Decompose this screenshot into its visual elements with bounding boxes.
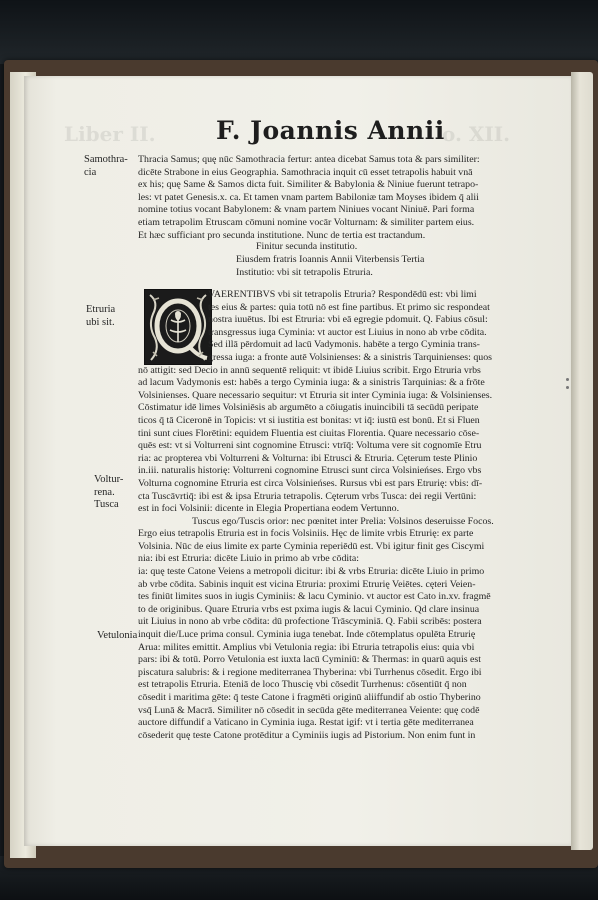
paragraph-tertia-institutio: [138, 289, 540, 742]
text-line: nostra iuuētus. Ibi est Etruria: vbi eā egregie pdomuit. Q. Fabius cōsul:: [208, 314, 488, 326]
margin-note-vetulonia: [97, 630, 137, 643]
text-line: nomine totius vocant Babylonem: & vnam partem Niniues vocant Niniuē. Pari forma: [138, 204, 475, 216]
show-through-text-right: o. XII.: [442, 122, 511, 146]
margin-note-line: Voltur-: [94, 474, 124, 485]
text-line: vsq̄ Lunā & Macrā. Similiter nō cōsedit in secūda gēte mediterranea Veiente: quę codē: [138, 704, 480, 716]
text-line: gressa iuga: a fronte autē Volsinienses: & a sinistris Tarquinienses: quos: [208, 351, 492, 363]
margin-note-line: ubi sit.: [86, 316, 115, 328]
text-line: quēs est: vt si Volturreni sint cognomine Etrusci: vtrīq̄: Voltuma vere sit cognomīe Etru: [138, 440, 482, 452]
text-line: Thracia Samus; quę nūc Samothracia fertur: antea dicebat Samus tota & pars similiter:: [138, 154, 480, 165]
text-line: Sed illā pērdomuit ad lacū Vadymonis. habēte a tergo Cyminia trans-: [208, 339, 480, 351]
section-heading-line2: Institutio: vbi sit tetrapolis Etruria.: [236, 267, 373, 278]
text-line: Cōstimatur idē limes Volsiniēsis ab argumēto a cōiugatis inuincibili tā secūdū peripate: [138, 402, 479, 414]
text-line: nia: ibi est Etruria: dicēte Liuio in primo ab vrbe cōdita:: [138, 553, 360, 565]
margin-note-line: Samothra-: [84, 154, 128, 165]
binding-hole: [566, 378, 569, 381]
margin-note-line: Vetulonia: [97, 630, 138, 641]
text-line: inquit die/Luce prima consul. Cyminia iuga tenebat. Inde cōtemplatus opulēta Etrurię: [138, 629, 476, 641]
text-line: tes finiūt limites suos in iugis Cyminiis: & lacu Cyminio. vt auctor est Cato in.xv. fragmē: [138, 591, 491, 603]
text-line: est in foci Volsinii: dicente in Elegia Propertiana eodem Vertunno.: [138, 503, 400, 515]
text-line: piscatura salubris: & i regione mediterranea Thyberina: vbi Turrhenus cōsedit. Ergo ibi: [138, 666, 482, 678]
text-line: cta Tuscāvrtiq̄: ibi est & ipsa Etruria tetrapolis. Cęterum vrbs Tusca: dei regii Vertūni:: [138, 490, 477, 502]
text-line: Tuscus ego/Tuscis orior: nec pœnitet inter Prelia: Volsinos deseruisse Focos.: [192, 515, 494, 527]
scan-background-top: [0, 0, 598, 64]
margin-note-line: Tusca: [94, 499, 119, 511]
text-line: Ergo eius tetrapolis Etruria est in focis Volsiniis. Hęc de limite vrbis Etrurię: ex parte: [138, 528, 474, 540]
text-line: est tetrapolis Etruria. Eteniā de loco Thuscię vbi cōsedit Turrhenus: cōsentiūt q̄ non: [138, 679, 467, 691]
text-line: ticos q̄ tā Ciceronē in Topicis: vt si iustitia est bonitas: vt iq̄: iustū est bonū. Et si Fluen: [138, 414, 480, 426]
text-line: VAERENTIBVS vbi sit tetrapolis Etruria? Respondēdū est: vbi limi: [208, 289, 477, 300]
text-line: ab vrbe cōdita. Sabinis inquit est vicina Etruria: proximi Etrurię Veiētes. cęteri Veien-: [138, 578, 476, 590]
margin-note-volturrena: [94, 474, 123, 512]
text-line: ex his; quę Same & Samos dicta fuit. Similiter & Babylonia & Niniue fuerunt tetrapo-: [138, 179, 479, 191]
text-line: ia: quę teste Catone Veiens a metropoli dicitur: ibi & vrbs Etruria: dicēte Liuio in primo: [138, 566, 485, 578]
paragraph-samothracia: [138, 154, 540, 242]
margin-note-samothracia: [84, 154, 128, 179]
text-line: transgressus iuga Cyminia: vt auctor est Liuius in nono ab vrbe cōdita.: [208, 326, 487, 338]
text-line: nō attigit: sed Decio in annū sequentē reliquit: vt ibidē Liuius scribit. Ergo Etruria vrbs: [138, 364, 481, 376]
binding-hole: [566, 386, 569, 389]
text-line: Et hæc sufficiant pro secunda institutione. Nunc de tertia est tractandum.: [138, 229, 426, 241]
text-line: Volsinia. Nūc de eius limite ex parte Cyminia reperiēdū est. Vbi igitur finit ges Ciscymi: [138, 540, 485, 552]
margin-note-line: cia: [84, 166, 97, 178]
finitur-line: Finitur secunda institutio.: [256, 241, 358, 252]
text-line: Volsinienses. Quare necessario sequitur: vt Etruria sit inter Cyminia iuga: & Volsinienses.: [138, 389, 493, 401]
text-line: les: vt patet Genesis.x. ca. Et tamen vnam partem Babiloniæ tam Moyses ibidem q̄ alii: [138, 191, 479, 203]
text-line: pars: ibi & totū. Porro Vetulonia est iuxta lacū Cyminiū: & Thermas: in quarū aquis est: [138, 654, 482, 666]
text-line: cōsederit quę teste Catone protēditur a Cyminiis iugis ad Pistorium. Non enim funt in: [138, 729, 476, 741]
text-line: in.iii. naturalis historię: Volturreni cognomine Etrusci sunt circa Volsinieńses. Ergo vbs: [138, 465, 482, 477]
text-line: ad lacum Vadymonis est: habēs a tergo Cyminia iuga: & a sinistris Tarquinias: & a frōte: [138, 377, 485, 389]
text-line: tini sunt ciues Florētini: equidem Fluentia est ciuitas Florentia. Quare necessario cōse-: [138, 427, 480, 439]
text-line: etiam tetrapolim Etruscam cōmuni nomine vocār Volturnam: & similiter partem eius.: [138, 216, 475, 228]
text-line: ria: ac propterea vbi Volturreni & Volturna: ibi Etrusci & Etruria. Cęterum teste Plinio: [138, 452, 478, 464]
margin-note-etruria: [86, 304, 115, 329]
section-heading-line1: Eiusdem fratris Ioannis Annii Viterbensis Tertia: [236, 254, 425, 265]
running-header: F. Joannis Annii: [216, 116, 445, 145]
margin-note-line: rena.: [94, 486, 115, 498]
text-line: dicēte Strabone in eius Geographia. Samothracia inquit cū esset tetrapolis habuit vnā: [138, 166, 473, 178]
text-line: uit Liuius in nono ab vrbe cōdita: dū profectione Trāscyminiā. Q. Fabii scribēs: postera: [138, 616, 482, 628]
text-line: auctore diffundif a Vaticano in Cyminia iuga. Restat igif: vt i tertia gēte mediterranea: [138, 717, 474, 729]
text-line: cōsedit i maritima gēte: q̄ teste Catone i fragmēti originū aliiffundif ab ostio Thyberino: [138, 692, 481, 703]
text-line: Volturna cognomine Etruria est circa Volsinieńses. Rursus vbi est pars Etrurię: vbis: dī-: [138, 477, 483, 489]
text-line: Arua: milites emittit. Amplius vbi Vetulonia regia: ibi Etruria tetrapolis eius: quia vbi: [138, 641, 475, 653]
facing-page-edge: [571, 72, 593, 850]
show-through-text-left: Liber II.: [64, 122, 156, 146]
margin-note-line: Etruria: [86, 304, 116, 315]
text-line: tes eius & partes: quia totū nō est fine partibus. Et primo sic respondeat: [208, 301, 490, 313]
text-line: to de originibus. Quare Etruria vrbs est pxima iugis & lacui Cyminio. Qd clare insinua: [138, 603, 480, 615]
